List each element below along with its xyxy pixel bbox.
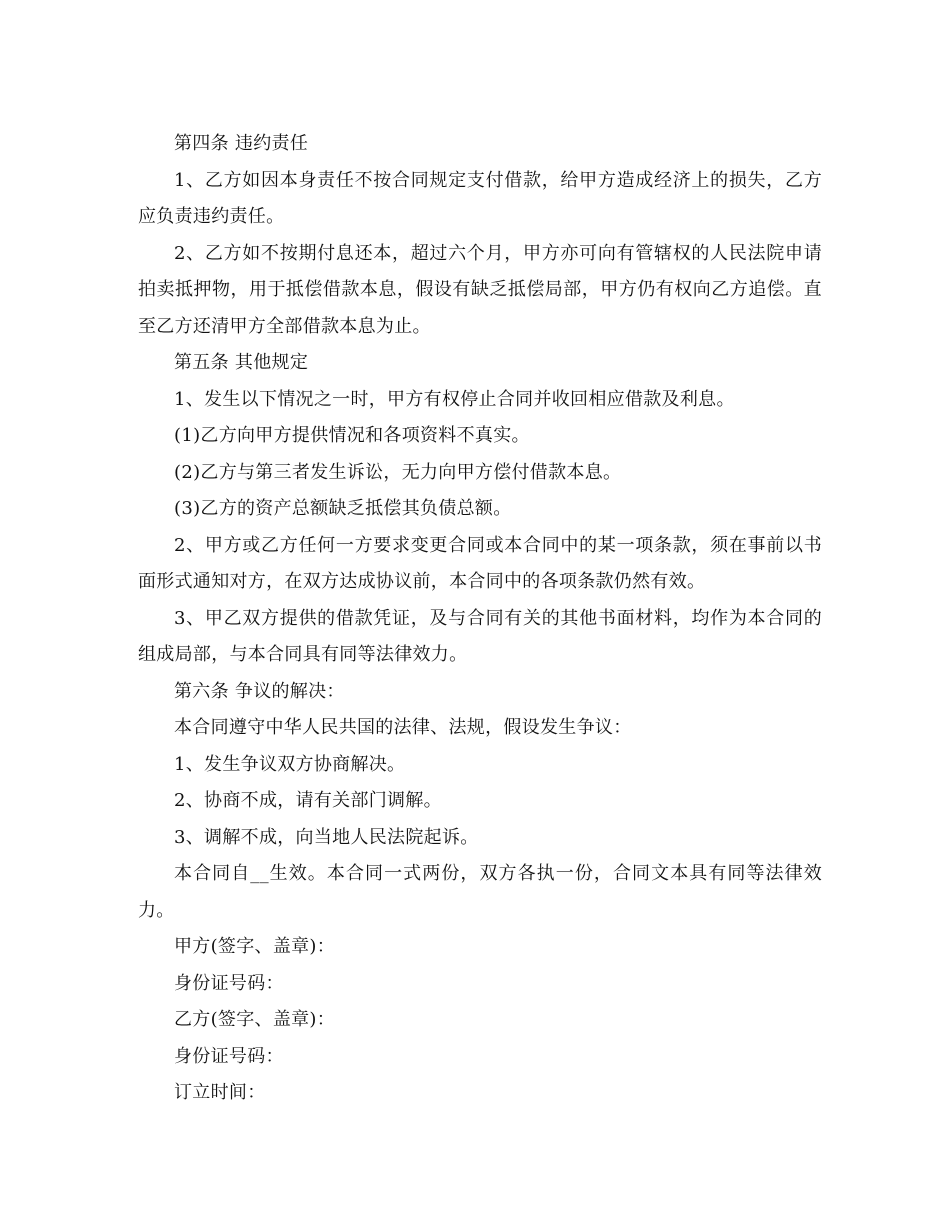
- effective-clause: 本合同自__生效。本合同一式两份，双方各执一份，合同文本具有同等法律效力。: [138, 863, 822, 921]
- article-4-clause-1: 1、乙方如因本身责任不按合同规定支付借款，给甲方造成经济上的损失，乙方应负责违约责任。: [138, 169, 822, 227]
- article-5-clause-2: 2、甲方或乙方任何一方要求变更合同或本合同中的某一项条款，须在事前以书面形式通知对方，在双方达成协议前，本合同中的各项条款仍然有效。: [138, 534, 822, 592]
- article-5-clause-3: 3、甲乙双方提供的借款凭证，及与合同有关的其他书面材料，均作为本合同的组成局部，与本合同具有同等法律效力。: [138, 607, 822, 665]
- article-5-heading: 第五条 其他规定: [174, 352, 309, 373]
- article-6-intro: 本合同遵守中华人民共国的法律、法规，假设发生争议：: [174, 717, 632, 738]
- article-6-clause-1: 1、发生争议双方协商解决。: [174, 753, 406, 775]
- article-6-clause-2: 2、协商不成，请有关部门调解。: [174, 790, 442, 811]
- party-a-id-line: 身份证号码：: [174, 972, 284, 994]
- article-5-item-2: (2)乙方与第三者发生诉讼，无力向甲方偿付借款本息。: [174, 461, 622, 483]
- article-6-heading: 第六条 争议的解决：: [174, 680, 345, 702]
- article-5-item-3: (3)乙方的资产总额缺乏抵偿其负债总额。: [174, 498, 512, 519]
- article-6-clause-3: 3、调解不成，向当地人民法院起诉。: [174, 826, 479, 848]
- article-5-item-1: (1)乙方向甲方提供情况和各项资料不真实。: [174, 425, 530, 446]
- document-body: [138, 126, 822, 1112]
- party-b-id-line: 身份证号码：: [174, 1045, 284, 1067]
- party-b-signature-line: 乙方(签字、盖章)：: [174, 1009, 336, 1030]
- article-4-clause-2: 2、乙方如不按期付息还本，超过六个月，甲方亦可向有管辖权的人民法院申请拍卖抵押物，用于抵偿借款本息，假设有缺乏抵偿局部，甲方仍有权向乙方追偿。直至乙方还清甲方全部借款本息为止。: [138, 242, 822, 337]
- article-5-clause-1: 1、发生以下情况之一时，甲方有权停止合同并收回相应借款及利息。: [174, 388, 735, 410]
- article-4-heading: 第四条 违约责任: [174, 133, 309, 154]
- signing-date-line: 订立时间：: [174, 1082, 266, 1103]
- party-a-signature-line: 甲方(签字、盖章)：: [174, 936, 336, 957]
